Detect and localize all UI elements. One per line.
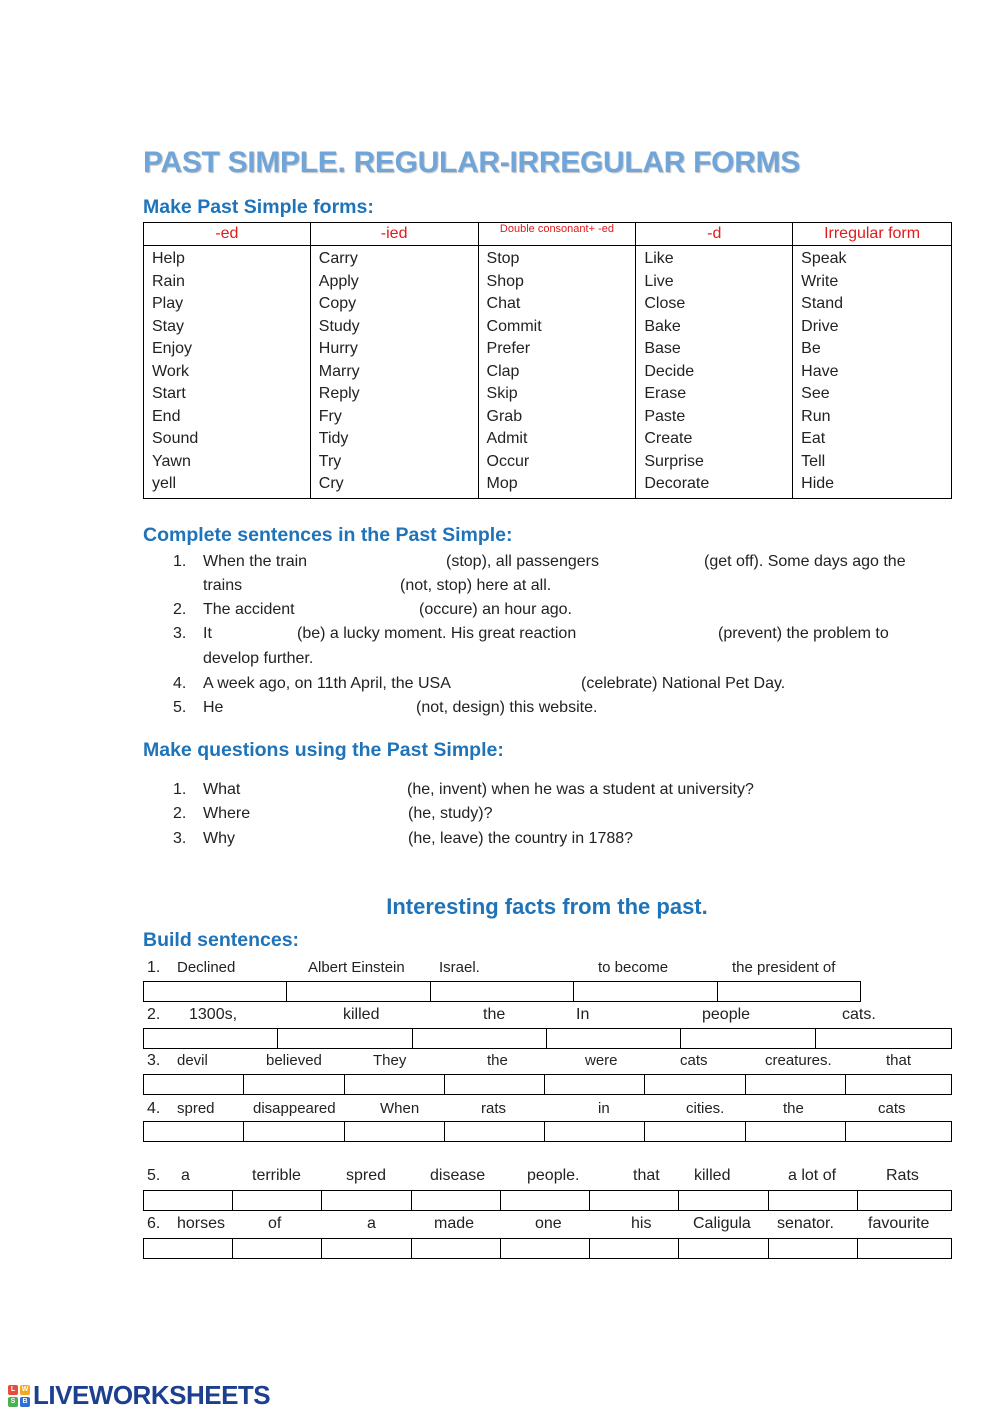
build-row-number: 4. xyxy=(147,1100,161,1117)
item-number: 3. xyxy=(173,830,187,847)
verb-cell: Tidy xyxy=(318,430,349,447)
column-double-consonant xyxy=(478,246,636,499)
verb-forms-table xyxy=(143,222,952,499)
build-row-number: 5. xyxy=(147,1167,161,1184)
sentence-text: (prevent) the problem to xyxy=(718,625,889,642)
answer-box-row xyxy=(143,1074,951,1095)
sentence-text: (be) a lucky moment. His great reaction xyxy=(297,625,577,642)
answer-drop-box[interactable] xyxy=(444,1121,545,1142)
verb-cell: Admit xyxy=(486,430,528,447)
verb-cell: Occur xyxy=(486,452,530,470)
answer-drop-box[interactable] xyxy=(232,1190,322,1211)
answer-drop-box[interactable] xyxy=(644,1074,745,1095)
verb-cell: Erase xyxy=(644,385,687,402)
verb-cell: Study xyxy=(318,317,360,335)
word-chip[interactable]: one xyxy=(535,1215,562,1232)
item-number: 4. xyxy=(173,675,187,692)
verb-cell: Drive xyxy=(801,317,839,335)
verb-cell: Have xyxy=(801,362,839,380)
verb-cell: Bake xyxy=(644,317,681,335)
word-chip[interactable]: 1300s, xyxy=(189,1006,238,1023)
word-chip[interactable]: senator. xyxy=(777,1215,834,1232)
verb-cell: Live xyxy=(644,272,674,290)
item-number: 5. xyxy=(173,699,187,716)
word-chip[interactable]: cats xyxy=(878,1100,906,1117)
word-chip[interactable]: a lot of xyxy=(788,1167,837,1184)
word-chip[interactable]: terrible xyxy=(252,1167,301,1184)
word-chip[interactable]: spred xyxy=(346,1167,387,1184)
question-text: Why xyxy=(203,830,235,847)
verb-cell: Base xyxy=(644,340,681,357)
sentence-text: (stop), all passengers xyxy=(446,553,599,570)
verb-cell: Yawn xyxy=(152,452,191,470)
answer-drop-box[interactable] xyxy=(143,1028,278,1049)
word-chip[interactable]: Caligula xyxy=(693,1215,751,1232)
answer-drop-box[interactable] xyxy=(277,1028,412,1049)
answer-drop-box[interactable] xyxy=(500,1238,590,1259)
word-chip[interactable]: cities. xyxy=(686,1100,725,1117)
logo-letter: S xyxy=(8,1397,18,1407)
verb-cell: Start xyxy=(152,385,186,402)
verb-cell: Rain xyxy=(152,272,185,290)
word-chip[interactable]: that xyxy=(886,1052,912,1069)
word-chip[interactable]: the xyxy=(487,1052,508,1069)
answer-drop-box[interactable] xyxy=(321,1190,411,1211)
verb-cell: Apply xyxy=(318,272,359,290)
verb-cell: Create xyxy=(644,430,693,447)
word-chip[interactable]: Declined xyxy=(177,959,236,976)
verb-cell: Fry xyxy=(318,407,342,425)
section-heading-questions: Make questions using the Past Simple: xyxy=(143,739,504,761)
verb-cell: Carry xyxy=(318,250,358,267)
answer-drop-box[interactable] xyxy=(321,1238,411,1259)
word-chip[interactable]: to become xyxy=(598,959,669,976)
word-chip[interactable]: were xyxy=(585,1052,618,1069)
build-row-number: 6. xyxy=(147,1215,161,1232)
word-chip[interactable]: disease xyxy=(430,1167,486,1184)
verb-cell: Be xyxy=(801,340,821,357)
section-heading-forms: Make Past Simple forms: xyxy=(143,196,374,218)
verb-cell: Work xyxy=(152,362,190,380)
verb-cell: yell xyxy=(152,475,177,492)
word-chip[interactable]: Albert Einstein xyxy=(308,959,405,976)
answer-drop-box[interactable] xyxy=(857,1238,952,1259)
verb-cell: Help xyxy=(152,250,185,267)
sentence-text: trains xyxy=(203,577,243,594)
table-body-row xyxy=(144,246,952,499)
verb-cell: Stand xyxy=(801,295,843,312)
verb-cell: Clap xyxy=(486,362,520,380)
word-chip[interactable]: In xyxy=(576,1006,590,1023)
logo-cubes-icon xyxy=(8,1385,30,1407)
header-irregular: Irregular form xyxy=(793,223,952,246)
answer-drop-box[interactable] xyxy=(143,1190,233,1211)
answer-drop-box[interactable] xyxy=(344,1074,445,1095)
word-chip[interactable]: horses xyxy=(177,1215,226,1232)
answer-box-row xyxy=(143,1121,951,1142)
word-chip[interactable]: that xyxy=(633,1167,660,1184)
section-heading-facts: Interesting facts from the past. xyxy=(386,894,708,919)
answer-drop-box[interactable] xyxy=(573,981,717,1002)
verb-cell: Surprise xyxy=(644,452,704,470)
word-chip[interactable]: devil xyxy=(177,1052,208,1069)
verb-cell: Shop xyxy=(486,272,524,290)
answer-drop-box[interactable] xyxy=(411,1190,501,1211)
item-number: 2. xyxy=(173,805,187,822)
word-chip[interactable]: his xyxy=(631,1215,652,1232)
word-chip[interactable]: believed xyxy=(266,1052,322,1069)
column-ied xyxy=(310,246,478,499)
section-heading-complete: Complete sentences in the Past Simple: xyxy=(143,524,513,546)
verb-cell: Speak xyxy=(801,250,847,267)
question-text: (he, leave) the country in 1788? xyxy=(408,830,634,847)
sentence-text: It xyxy=(203,625,212,642)
answer-drop-box[interactable] xyxy=(143,981,287,1002)
answer-drop-box[interactable] xyxy=(678,1238,768,1259)
word-chip[interactable]: They xyxy=(373,1052,407,1069)
verb-cell: Decorate xyxy=(644,475,710,492)
answer-drop-box[interactable] xyxy=(745,1074,846,1095)
item-number: 1. xyxy=(173,781,187,798)
word-chip[interactable]: cats xyxy=(680,1052,708,1069)
word-chip[interactable]: cats. xyxy=(842,1006,876,1023)
verb-cell: Hurry xyxy=(318,340,358,357)
verb-cell: Cry xyxy=(318,475,344,492)
verb-cell: Chat xyxy=(486,295,521,312)
word-chip[interactable]: of xyxy=(268,1215,282,1232)
item-number: 2. xyxy=(173,601,187,618)
word-chip[interactable]: made xyxy=(434,1215,475,1232)
table-header-row xyxy=(144,223,952,246)
answer-drop-box[interactable] xyxy=(500,1190,590,1211)
word-chip[interactable]: Rats xyxy=(886,1167,919,1184)
logo-letter: B xyxy=(20,1397,30,1407)
word-chip[interactable]: in xyxy=(598,1100,610,1117)
answer-drop-box[interactable] xyxy=(286,981,430,1002)
word-chip[interactable]: creatures. xyxy=(765,1052,832,1069)
answer-drop-box[interactable] xyxy=(232,1238,322,1259)
sentence-text: (get off). Some days ago the xyxy=(704,553,906,570)
answer-drop-box[interactable] xyxy=(344,1121,445,1142)
answer-drop-box[interactable] xyxy=(243,1121,344,1142)
sentence-text: The accident xyxy=(203,601,295,618)
sentence-text: He xyxy=(203,699,224,716)
word-chip[interactable]: people xyxy=(702,1006,751,1023)
verb-cell: Hide xyxy=(801,475,835,492)
liveworksheets-logo xyxy=(8,1380,270,1411)
verb-cell: Copy xyxy=(318,295,357,312)
verb-cell: Marry xyxy=(318,362,360,380)
word-chip[interactable]: rats xyxy=(481,1100,507,1117)
verb-cell: Tell xyxy=(801,452,826,470)
question-text: What xyxy=(203,781,241,798)
answer-drop-box[interactable] xyxy=(768,1190,858,1211)
sentence-text: When the train xyxy=(203,553,308,570)
verb-cell: Close xyxy=(644,295,686,312)
answer-drop-box[interactable] xyxy=(430,981,574,1002)
answer-drop-box[interactable] xyxy=(845,1121,952,1142)
answer-drop-box[interactable] xyxy=(411,1238,501,1259)
section-subheading-build: Build sentences: xyxy=(143,929,300,951)
header-ied: -ied xyxy=(310,223,478,246)
page-title: PAST SIMPLE. REGULAR-IRREGULAR FORMS xyxy=(143,146,800,179)
build-row-number: 2. xyxy=(147,1006,161,1023)
verb-cell: Skip xyxy=(486,385,518,402)
word-chip[interactable]: Israel. xyxy=(439,959,480,976)
verb-cell: Stop xyxy=(486,250,520,267)
answer-box-row xyxy=(143,981,860,1002)
logo-text: LIVEWORKSHEETS xyxy=(33,1380,271,1410)
word-chip[interactable]: killed xyxy=(343,1006,380,1023)
item-number: 3. xyxy=(173,625,187,642)
answer-drop-box[interactable] xyxy=(815,1028,952,1049)
column-ed xyxy=(144,246,311,499)
answer-drop-box[interactable] xyxy=(589,1238,679,1259)
item-number: 1. xyxy=(173,553,187,570)
answer-drop-box[interactable] xyxy=(243,1074,344,1095)
column-irregular xyxy=(793,246,952,499)
question-text: (he, study)? xyxy=(408,805,493,822)
header-d: -d xyxy=(636,223,793,246)
word-chip[interactable]: a xyxy=(367,1215,376,1232)
answer-drop-box[interactable] xyxy=(444,1074,545,1095)
verb-cell: See xyxy=(801,385,830,402)
logo-letter: W xyxy=(21,1385,29,1393)
answer-drop-box[interactable] xyxy=(680,1028,815,1049)
header-double-consonant: Double consonant+ -ed xyxy=(478,223,636,246)
verb-cell: Run xyxy=(801,407,831,425)
answer-box-row xyxy=(143,1028,951,1049)
answer-drop-box[interactable] xyxy=(544,1121,645,1142)
word-chip[interactable]: disappeared xyxy=(253,1100,336,1117)
answer-drop-box[interactable] xyxy=(412,1028,547,1049)
verb-cell: Like xyxy=(644,250,674,267)
verb-cell: Stay xyxy=(152,317,185,335)
sentence-text: A week ago, on 11th April, the USA xyxy=(203,675,451,692)
answer-drop-box[interactable] xyxy=(143,1074,244,1095)
answer-drop-box[interactable] xyxy=(143,1238,233,1259)
answer-drop-box[interactable] xyxy=(546,1028,681,1049)
build-row-number: 1. xyxy=(147,959,161,976)
sentence-text: (not, design) this website. xyxy=(416,699,598,716)
verb-cell: Paste xyxy=(644,407,686,425)
logo-letter: L xyxy=(8,1385,18,1395)
verb-cell: End xyxy=(152,407,181,425)
answer-box-row xyxy=(143,1190,951,1211)
verb-cell: Enjoy xyxy=(152,340,193,357)
word-chip[interactable]: spred xyxy=(177,1100,215,1117)
word-chip[interactable]: people. xyxy=(527,1167,580,1184)
build-row-number: 3. xyxy=(147,1052,161,1069)
word-chip[interactable]: favourite xyxy=(868,1215,930,1232)
word-chip[interactable]: When xyxy=(380,1100,420,1117)
answer-drop-box[interactable] xyxy=(143,1121,244,1142)
answer-drop-box[interactable] xyxy=(589,1190,679,1211)
answer-drop-box[interactable] xyxy=(845,1074,952,1095)
answer-drop-box[interactable] xyxy=(717,981,861,1002)
verb-cell: Try xyxy=(318,452,342,470)
word-chip[interactable]: the president of xyxy=(732,959,836,976)
verb-cell: Commit xyxy=(486,317,542,335)
answer-drop-box[interactable] xyxy=(745,1121,846,1142)
column-d xyxy=(636,246,793,499)
verb-cell: Reply xyxy=(318,385,360,402)
word-chip[interactable]: a xyxy=(181,1167,190,1184)
word-chip[interactable]: killed xyxy=(694,1167,731,1184)
question-text: (he, invent) when he was a student at university? xyxy=(407,781,754,798)
verb-cell: Write xyxy=(801,272,839,290)
answer-drop-box[interactable] xyxy=(544,1074,645,1095)
verb-cell: Prefer xyxy=(486,340,531,357)
question-text: Where xyxy=(203,805,251,822)
answer-box-row xyxy=(143,1238,951,1259)
verb-cell: Sound xyxy=(152,430,199,447)
answer-drop-box[interactable] xyxy=(768,1238,858,1259)
header-ed: -ed xyxy=(144,223,311,246)
verb-cell: Decide xyxy=(644,362,695,380)
verb-cell: Eat xyxy=(801,430,826,447)
verb-cell: Grab xyxy=(486,407,523,425)
answer-drop-box[interactable] xyxy=(857,1190,952,1211)
verb-cell: Mop xyxy=(486,475,518,492)
sentence-text: develop further. xyxy=(203,650,314,667)
sentence-text: (not, stop) here at all. xyxy=(400,577,552,594)
word-chip[interactable]: the xyxy=(483,1006,506,1023)
verb-cell: Play xyxy=(152,295,184,312)
answer-drop-box[interactable] xyxy=(644,1121,745,1142)
answer-drop-box[interactable] xyxy=(678,1190,768,1211)
word-chip[interactable]: the xyxy=(783,1100,804,1117)
sentence-text: (celebrate) National Pet Day. xyxy=(581,675,786,692)
sentence-text: (occure) an hour ago. xyxy=(419,601,572,618)
